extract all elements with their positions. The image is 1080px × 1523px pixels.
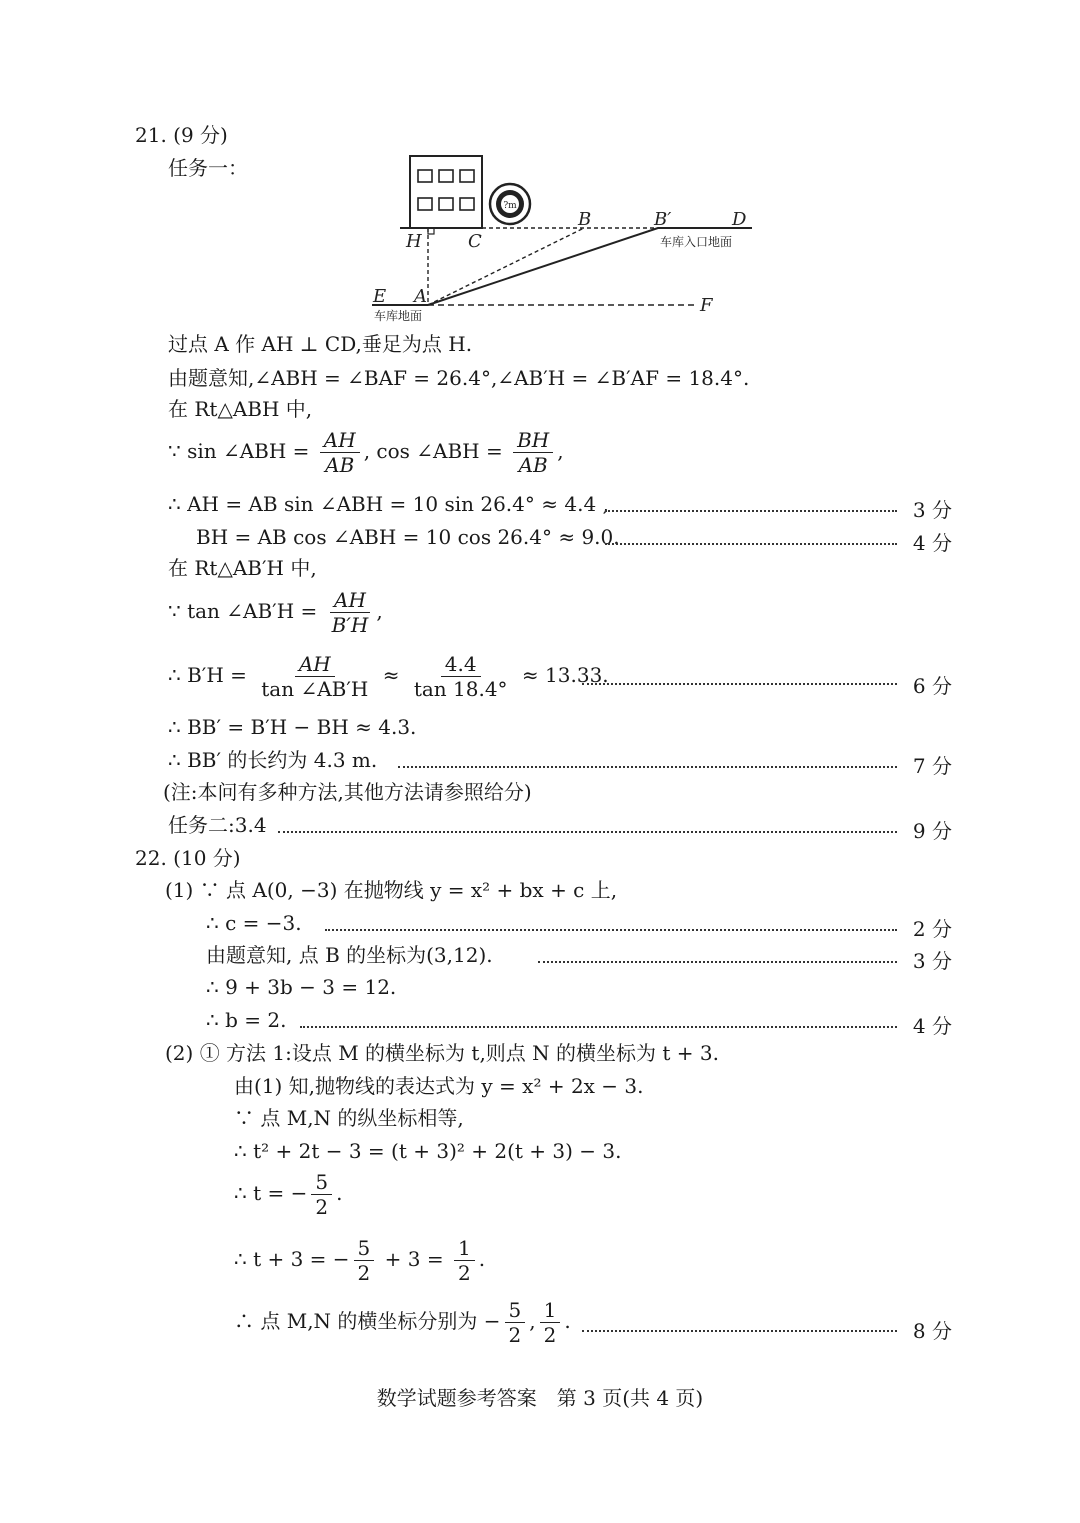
solution-line: 在 Rt△AB′H 中, [168,556,317,580]
label-A: A [414,286,427,307]
task2-line: 任务二:3.4 [168,813,267,837]
leader-dots [325,929,897,931]
solution-line: BH = AB cos ∠ABH = 10 cos 26.4° ≈ 9.0. [196,525,620,549]
solution-line: 由(1) 知,抛物线的表达式为 y = x² + 2x − 3. [234,1074,644,1098]
score-point: 7 分 [912,754,952,778]
leader-dots [582,1330,897,1332]
entrance-ground-label: 车库入口地面 [660,235,733,249]
tan-line: ∵ tan ∠AB′H = $\frac{AH}{B'H}$ , [168,588,383,637]
solution-line: 过点 A 作 AH ⊥ CD,垂足为点 H. [168,332,473,356]
score-point: 3 分 [912,949,952,973]
score-point: 4 分 [912,1014,952,1038]
solution-line: 由题意知,∠ABH = ∠BAF = 26.4°,∠AB′H = ∠B′AF = 18.4°. [168,366,750,390]
task1-label: 任务一： [168,156,248,180]
leader-dots [398,766,897,768]
leader-dots [605,510,897,512]
q21-header: 21. (9 分) [135,123,228,147]
garage-ground-label: 车库地面 [374,309,423,323]
leader-dots [605,543,897,545]
building-icon [410,156,482,228]
svg-text:?m: ?m [503,201,517,211]
leader-dots [538,961,897,963]
label-B-prime: B′ [654,209,672,230]
solution-line: ∴ t² + 2t − 3 = (t + 3)² + 2(t + 3) − 3. [234,1139,622,1163]
label-B: B [578,209,592,230]
q22-header: 22. (10 分) [135,846,241,870]
solution-line: ∴ b = 2. [206,1008,287,1032]
sin-cos-line: ∵ sin ∠ABH = $\frac{AH}{AB}$ , cos ∠ABH = $\frac{BH}{AB}$ , [168,428,564,477]
solution-line: ∵ 点 M,N 的纵坐标相等, [234,1106,464,1130]
solution-line: ∴ c = −3. [206,911,302,935]
bprime-h-line: ∴ B′H = $\frac{AH}{\tan \angle AB'H}$ ≈ $\frac{4.4}{\tan 18.4^\circ}$ ≈ 13.33. [168,652,609,701]
label-H: H [406,231,422,252]
solution-line: (1) ∵ 点 A(0, −3) 在抛物线 y = x² + bx + c 上, [165,878,618,902]
label-D: D [732,209,747,230]
score-point: 8 分 [912,1319,952,1343]
leader-dots [300,1026,897,1028]
solution-line: ∴ AH = AB sin ∠ABH = 10 sin 26.4° ≈ 4.4 , [168,492,609,516]
page-footer: 数学试题参考答案 第 3 页(共 4 页) [376,1386,704,1410]
solution-line: ∴ 9 + 3b − 3 = 12. [206,975,397,999]
solution-line: 由题意知, 点 B 的坐标为(3,12). [206,943,493,967]
label-C: C [468,231,482,252]
t-plus-3-line: ∴ t + 3 = − $\frac{5}{2}$ + 3 = $\frac{1}{2}$ . [234,1236,486,1285]
score-point: 3 分 [912,498,952,522]
leader-dots [582,683,897,685]
score-point: 9 分 [912,819,952,843]
height-limit-sign-icon [490,184,530,224]
note-line: (注:本问有多种方法,其他方法请参照给分) [163,780,532,804]
score-point: 4 分 [912,531,952,555]
mn-x-coords-line: ∴ 点 M,N 的横坐标分别为 − $\frac{5}{2}$ , $\frac{1}{2}$ . [234,1298,571,1347]
garage-diagram [360,150,760,325]
solution-line: ∴ BB′ 的长约为 4.3 m. [168,748,378,772]
label-F: F [700,295,713,316]
score-point: 6 分 [912,674,952,698]
solution-line: 在 Rt△ABH 中, [168,397,313,421]
label-E: E [373,286,387,307]
solution-line: ∴ BB′ = B′H − BH ≈ 4.3. [168,715,417,739]
solution-line: (2) ① 方法 1:设点 M 的横坐标为 t,则点 N 的横坐标为 t + 3. [165,1041,719,1065]
leader-dots [278,831,897,833]
score-point: 2 分 [912,917,952,941]
t-value-line: ∴ t = − $\frac{5}{2}$ . [234,1170,343,1219]
